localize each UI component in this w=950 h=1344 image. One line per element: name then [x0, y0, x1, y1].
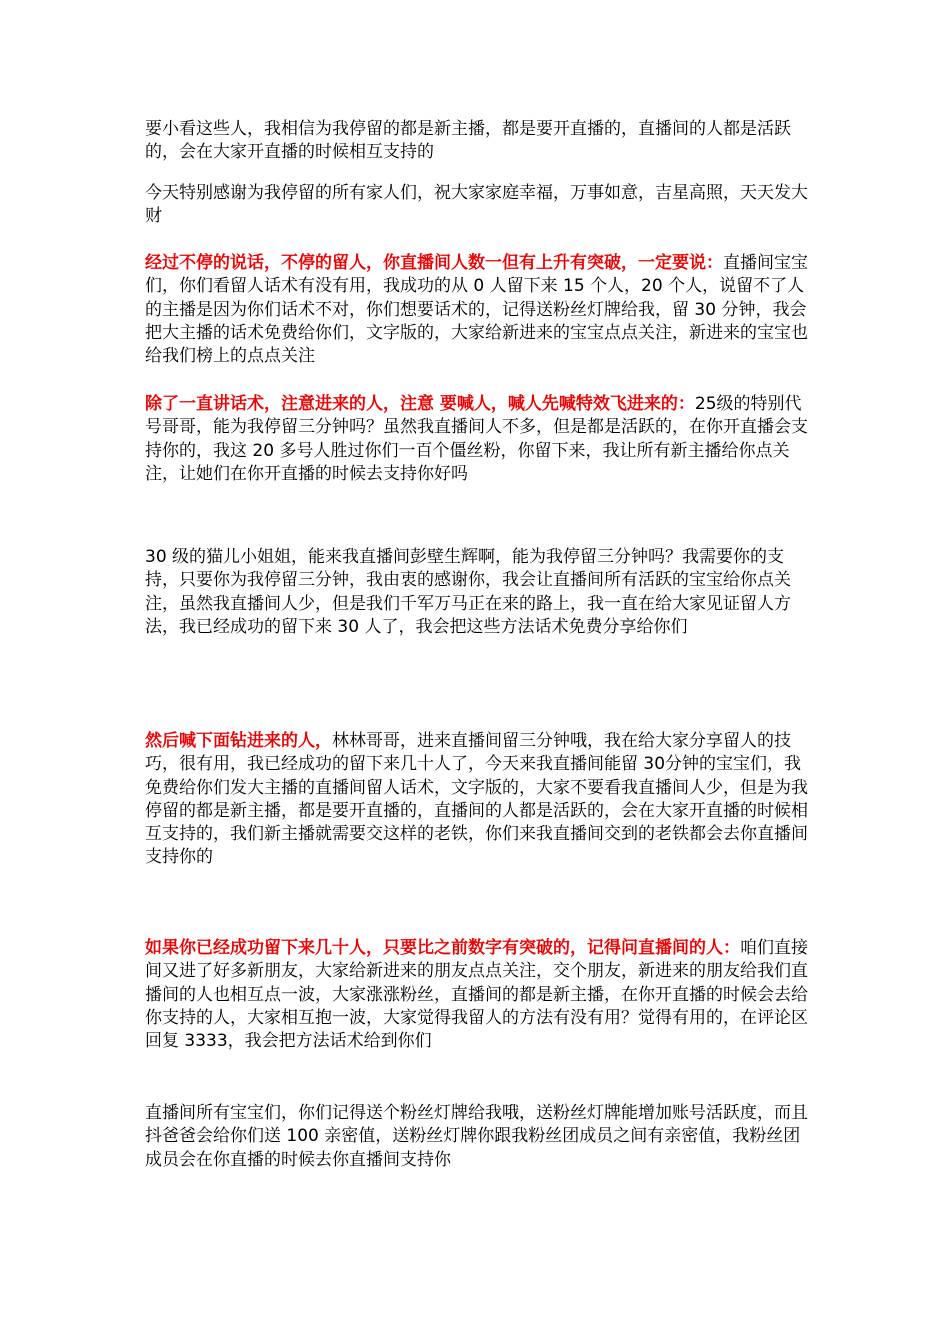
paragraph-6: [145, 730, 810, 870]
paragraph-2: [145, 182, 810, 229]
paragraph-text: 25级的特别代号哥哥，能为我停留三分钟吗？虽然我直播间人不多，但是都是活跃的，在你开直播会支持你的，我这 20 多号人胜过你们一百个僵丝粉，你留下来，我让所有新主播给你点关注，让她们在你开直播的时候去支持你好吗: [145, 394, 808, 484]
paragraph-lead-heading: 如果你已经成功留下来几十人，只要比之前数字有突破的，记得问直播间的人：: [145, 938, 740, 958]
paragraph-4: [145, 393, 810, 486]
paragraph-text: 直播间宝宝们，你们看留人话术有没有用，我成功的从 0 人留下来 15 个人，20 个人，说留不了人的主播是因为你们话术不对，你们想要话术的，记得送粉丝灯牌给我，留 30 分钟，我会把大主播的话术免费给你们，文字版的，大家给新进来的宝宝点点关注，新进来的宝宝也给我们榜上的点点关注: [145, 253, 808, 367]
paragraph-7: [145, 937, 810, 1053]
paragraph-text: 30 级的猫儿小姐姐，能来我直播间彭壁生辉啊，能为我停留三分钟吗？我需要你的支持，只要你为我停留三分钟，我由衷的感谢你，我会让直播间所有活跃的宝宝给你点关注，虽然我直播间人少，但是我们千军万马正在来的路上，我一直在给大家见证留人方法，我已经成功的留下来 30 人了，我会把这些方法话术免费分享给你们: [145, 547, 791, 637]
paragraph-text: 林林哥哥，进来直播间留三分钟哦，我在给大家分享留人的技巧，很有用，我已经成功的留下来几十人了，今天来我直播间能留 30分钟的宝宝们，我免费给你们发大主播的直播间留人话术，文字版的，大家不要看我直播间人少，但是为我停留的都是新主播，都是要开直播的，直播间的人都是活跃的，会在大家开直播的时候相互支持的，我们新主播就需要交这样的老铁，你们来我直播间交到的老铁都会去你直播间支持你的: [145, 731, 808, 868]
paragraph-1: [145, 118, 810, 165]
paragraph-text: 咱们直接间又进了好多新朋友，大家给新进来的朋友点点关注，交个朋友，新进来的朋友给我们直播间的人也相互点一波，大家涨涨粉丝，直播间的都是新主播，在你开直播的时候会去给你支持的人，大家相互抱一波，大家觉得我留人的方法有没有用？觉得有用的，在评论区回复 3333，我会把方法话术给到你们: [145, 938, 808, 1052]
paragraph-lead-heading: 除了一直讲话术，注意进来的人，注意 要喊人，喊人先喊特效飞进来的：: [145, 394, 695, 414]
paragraph-text: 今天特别感谢为我停留的所有家人们，祝大家家庭幸福，万事如意，吉星高照，天天发大财: [145, 183, 808, 227]
paragraph-text: 直播间所有宝宝们，你们记得送个粉丝灯牌给我哦，送粉丝灯牌能增加账号活跃度，而且抖爸爸会给你们送 100 亲密值，送粉丝灯牌你跟我粉丝团成员之间有亲密值，我粉丝团成员会在你直播的时候去你直播间支持你: [145, 1103, 808, 1170]
paragraph-lead-heading: 经过不停的说话，不停的留人，你直播间人数一但有上升有突破，一定要说：: [145, 253, 723, 273]
paragraph-lead-heading: 然后喊下面钻进来的人，: [145, 731, 332, 751]
paragraph-text: 要小看这些人，我相信为我停留的都是新主播，都是要开直播的，直播间的人都是活跃的，会在大家开直播的时候相互支持的: [145, 119, 791, 163]
paragraph-5: [145, 546, 810, 639]
paragraph-3: [145, 252, 810, 368]
paragraph-8: [145, 1102, 810, 1172]
